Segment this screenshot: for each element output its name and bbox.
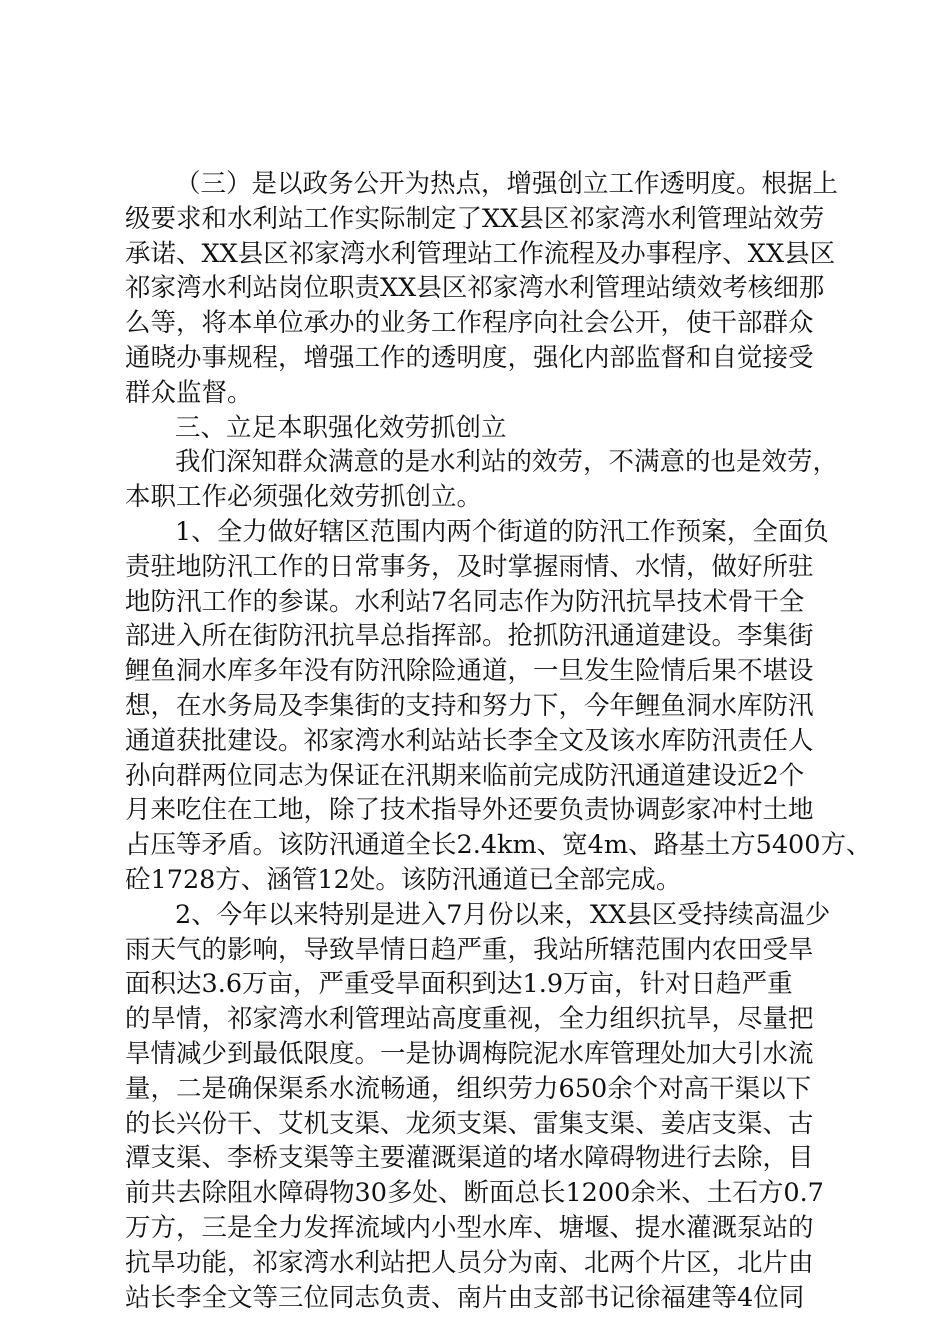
text-line: 责驻地防汛工作的日常事务，及时掌握雨情、水情，做好所驻 — [125, 551, 814, 582]
text-line: 站长李全文等三位同志负责、南片由支部书记徐福建等4位同 — [125, 1282, 805, 1313]
text-line: 通晓办事规程，增强工作的透明度，强化内部监督和自觉接受 — [125, 343, 814, 373]
text-line: 本职工作必须强化效劳抓创立。 — [125, 482, 483, 513]
text-line: 潭支渠、李桥支渠等主要灌溉渠道的堵水障碍物进行去除，目 — [125, 1143, 814, 1174]
text-line: 旱情减少到最低限度。一是协调梅院泥水库管理处加大引水流 — [125, 1039, 814, 1069]
text-line: 的长兴份干、艾机支渠、龙须支渠、雷集支渠、姜店支渠、古 — [125, 1108, 814, 1139]
text-line: 月来吃住在工地，除了技术指导外还要负责协调彭家冲村土地 — [125, 795, 814, 826]
section-heading: 三、立足本职强化效劳抓创立 — [175, 412, 507, 443]
text-line: 地防汛工作的参谋。水利站7名同志作为防汛抗旱技术骨干全 — [125, 586, 805, 617]
text-line: 级要求和水利站工作实际制定了XX县区祁家湾水利管理站效劳 — [125, 203, 825, 234]
text-line: 承诺、XX县区祁家湾水利管理站工作流程及办事程序、XX县区 — [125, 238, 836, 269]
text-line: 部进入所在街防汛抗旱总指挥部。抢抓防汛通道建设。李集街 — [125, 621, 814, 652]
text-line: 砼1728方、涵管12处。该防汛通道已全部完成。 — [125, 865, 682, 895]
text-line: 抗旱功能，祁家湾水利站把人员分为南、北两个片区，北片由 — [125, 1247, 814, 1278]
text-line: 雨天气的影响，导致旱情日趋严重，我站所辖范围内农田受旱 — [125, 934, 814, 965]
text-line: 占压等矛盾。该防汛通道全长2.4km、宽4m、路基土方5400方、 — [125, 830, 872, 861]
text-line: 的旱情，祁家湾水利管理站高度重视，全力组织抗旱，尽量把 — [125, 1004, 814, 1035]
text-line: 鲤鱼洞水库多年没有防汛除险通道，一旦发生险情后果不堪设 — [125, 656, 814, 687]
text-line: 2、今年以来特别是进入7月份以来，XX县区受持续高温少 — [175, 899, 831, 930]
text-line: 孙向群两位同志为保证在汛期来临前完成防汛通道建设近2个 — [125, 760, 805, 791]
text-line: 想，在水务局及李集街的支持和努力下，今年鲤鱼洞水库防汛 — [125, 691, 814, 721]
text-line: 1、全力做好辖区范围内两个街道的防汛工作预案，全面负 — [175, 517, 829, 547]
text-line: 祁家湾水利站岗位职责XX县区祁家湾水利管理站绩效考核细那 — [125, 273, 825, 304]
text-line: 万方，三是全力发挥流域内小型水库、塘堰、提水灌溉泵站的 — [125, 1213, 814, 1243]
text-line: 我们深知群众满意的是水利站的效劳，不满意的也是效劳， — [175, 447, 839, 478]
text-line: 通道获批建设。祁家湾水利站站长李全文及该水库防汛责任人 — [125, 725, 814, 756]
text-line: 量，二是确保渠系水流畅通，组织劳力650余个对高干渠以下 — [125, 1073, 812, 1104]
text-line: 么等，将本单位承办的业务工作程序向社会公开，使干部群众 — [125, 308, 814, 339]
text-line: 面积达3.6万亩，严重受旱面积到达1.9万亩，针对日趋严重 — [125, 969, 793, 1000]
text-line: 群众监督。 — [125, 377, 253, 408]
text-line: 前共去除阻水障碍物30多处、断面总长1200余米、土石方0.7 — [125, 1178, 824, 1209]
text-line: （三）是以政务公开为热点，增强创立工作透明度。根据上 — [175, 169, 839, 199]
